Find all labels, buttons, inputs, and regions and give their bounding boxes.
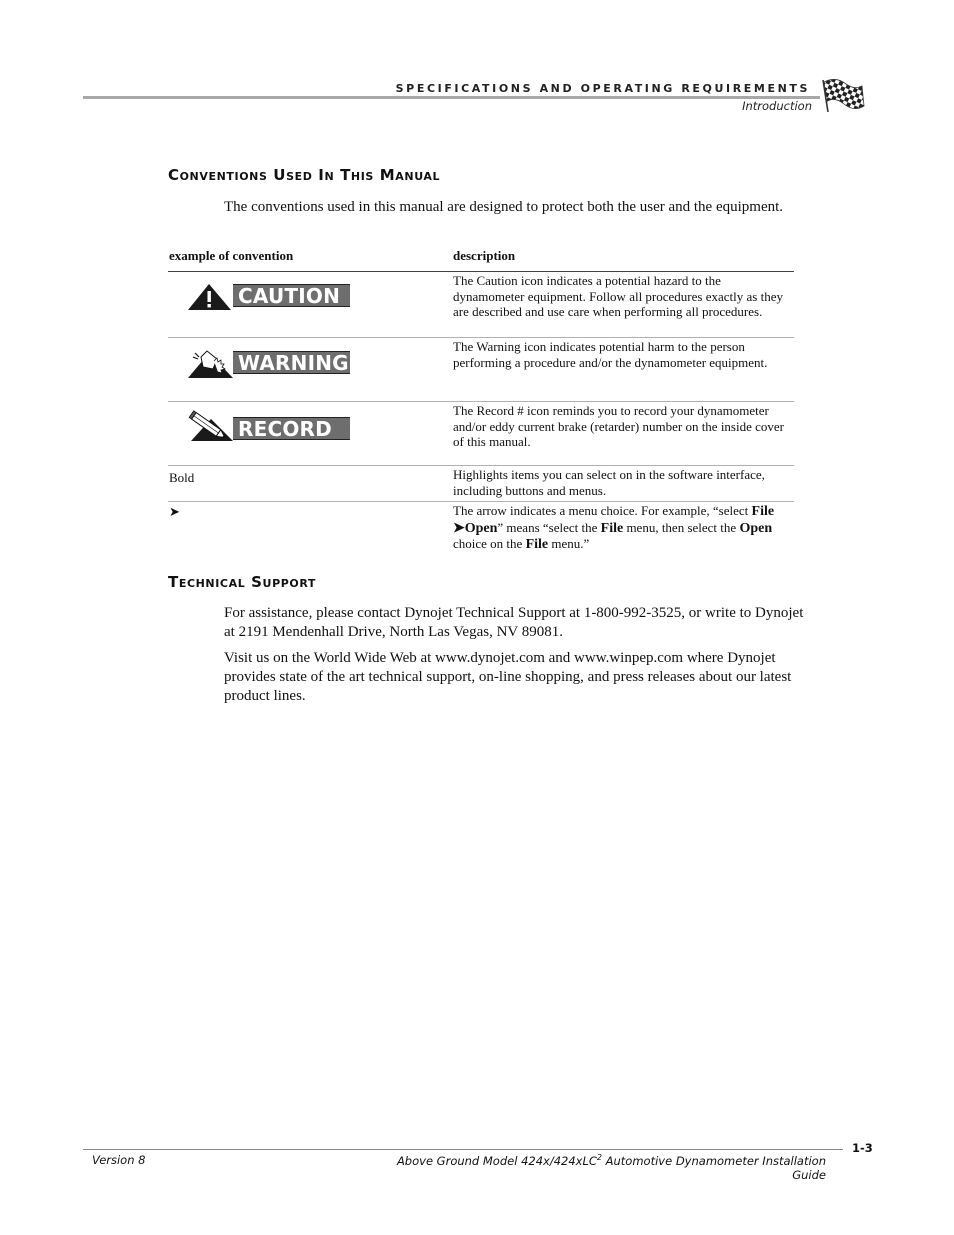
conventions-intro: The conventions used in this manual are designed to protect both the user and the equipment. (224, 199, 784, 215)
header-subsection: Introduction (742, 99, 812, 113)
table-row (168, 401, 794, 466)
exclamation-triangle-icon (187, 283, 235, 311)
column-header-description: description (453, 248, 516, 263)
support-contact-paragraph: For assistance, please contact Dynojet Technical Support at 1-800-992-3525, or write to Dynojet at 2191 Mendenhall Drive, North Las Vegas, NV 89081. (224, 605, 804, 640)
footer-rule (83, 1149, 843, 1150)
caution-description: The Caution icon indicates a potential hazard to the dynamometer equipment. Follow all procedures exactly as they are described and use care when performing all procedures. (453, 273, 783, 320)
table-row (168, 501, 794, 554)
caution-badge (187, 281, 351, 313)
header-section-title: SPECIFICATIONS AND OPERATING REQUIREMENTS (395, 82, 810, 95)
support-heading: Technical Support (168, 573, 317, 591)
page-number: 1-3 (852, 1141, 873, 1155)
record-description: The Record # icon reminds you to record your dynamometer and/or eddy current brake (retarder) number on the inside cover of this manual. (453, 403, 784, 450)
warning-description: The Warning icon indicates potential harm to the person performing a procedure and/or the dynamometer equipment. (453, 339, 768, 370)
support-web-paragraph: Visit us on the World Wide Web at www.dynojet.com and www.winpep.com where Dynojet provides state of the art technical support, on-line shopping, and press releases about our latest product lines. (224, 650, 792, 704)
table-row (168, 271, 794, 338)
footer-version: Version 8 (92, 1153, 146, 1167)
caution-label: CAUTION (233, 284, 350, 307)
bold-example: Bold (169, 470, 195, 485)
footer-guide-title: Above Ground Model 424x/424xLC$^2$ Automotive Dynamometer Installation Guide (396, 1153, 826, 1182)
arrow-description: The arrow indicates a menu choice. For example, “select File ➤Open” means “select the File menu, then select the Open choice on the File menu.” (453, 503, 775, 553)
column-header-example: example of convention (169, 248, 294, 263)
bold-description: Highlights items you can select on in the software interface, including buttons and menus. (453, 467, 765, 498)
table-row (168, 337, 794, 402)
record-label: RECORD # (233, 417, 350, 440)
arrow-example: ➤ (169, 504, 180, 519)
warning-label: WARNING (233, 351, 350, 374)
hand-saw-blade-icon (187, 347, 237, 379)
warning-badge (187, 347, 351, 379)
checkered-flag-icon (820, 76, 866, 114)
conventions-heading: Conventions Used In This Manual (168, 166, 441, 184)
table-row (168, 465, 794, 502)
record-badge (187, 409, 351, 464)
pencil-icon (187, 409, 237, 443)
